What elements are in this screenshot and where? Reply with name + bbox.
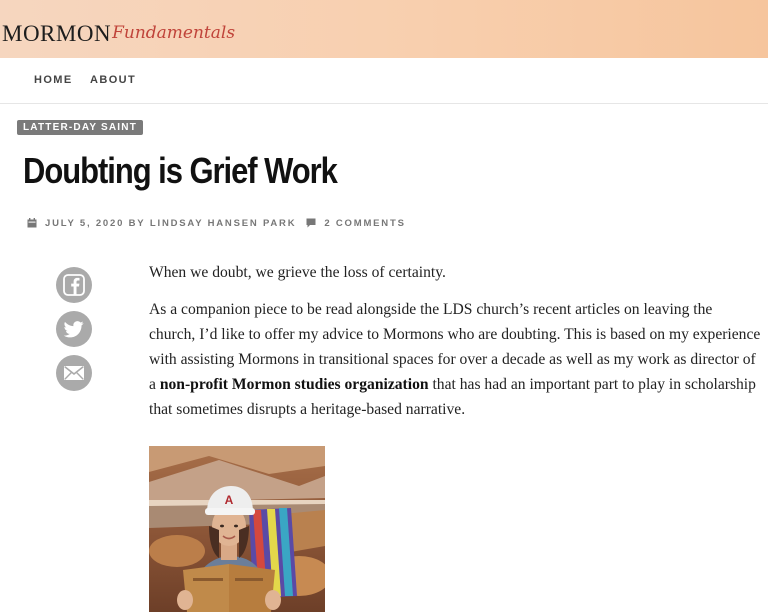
- nav-about[interactable]: ABOUT: [90, 74, 137, 86]
- site-logo[interactable]: [2, 15, 235, 45]
- share-email-button[interactable]: [56, 355, 92, 391]
- post-by: BY: [128, 217, 146, 229]
- calendar-icon: [27, 218, 37, 228]
- post-date: JULY 5, 2020: [45, 217, 125, 229]
- post-content: [149, 260, 761, 434]
- svg-text:A: A: [224, 493, 234, 507]
- post-photo: [149, 446, 325, 612]
- facebook-icon: [63, 274, 85, 296]
- twitter-icon: [64, 321, 84, 338]
- post-paragraph: As a companion piece to be read alongside the LDS church’s recent articles on leaving the church, I’d like to offer my advice to Mormons who are doubting. This is based on my experience with assisting Mormons in transitional spaces for over a decade as well as my work as director of a non-profit Mormon studies organization that has had an important part to play in scholarship that sometimes disrupts a heritage-based narrative.: [149, 301, 761, 418]
- comment-icon: [306, 218, 316, 228]
- post-comments[interactable]: 2 COMMENTS: [324, 217, 406, 229]
- category-badge[interactable]: LATTER-DAY SAINT: [17, 120, 143, 135]
- nav-home[interactable]: HOME: [34, 74, 73, 86]
- post-author[interactable]: LINDSAY HANSEN PARK: [149, 217, 297, 229]
- logo-main-text: MORMON: [2, 21, 112, 46]
- logo-script-text: Fundamentals: [112, 23, 236, 43]
- share-facebook-button[interactable]: [56, 267, 92, 303]
- post-paragraph: When we doubt, we grieve the loss of certainty.: [149, 264, 446, 281]
- post-image: [149, 446, 325, 612]
- site-header: [0, 0, 768, 58]
- post-meta: [27, 216, 406, 230]
- main-nav: [0, 58, 768, 104]
- share-twitter-button[interactable]: [56, 311, 92, 347]
- email-icon: [64, 366, 84, 380]
- nonprofit-link[interactable]: non-profit Mormon studies organization: [159, 376, 429, 393]
- post-title: Doubting is Grief Work: [23, 150, 337, 191]
